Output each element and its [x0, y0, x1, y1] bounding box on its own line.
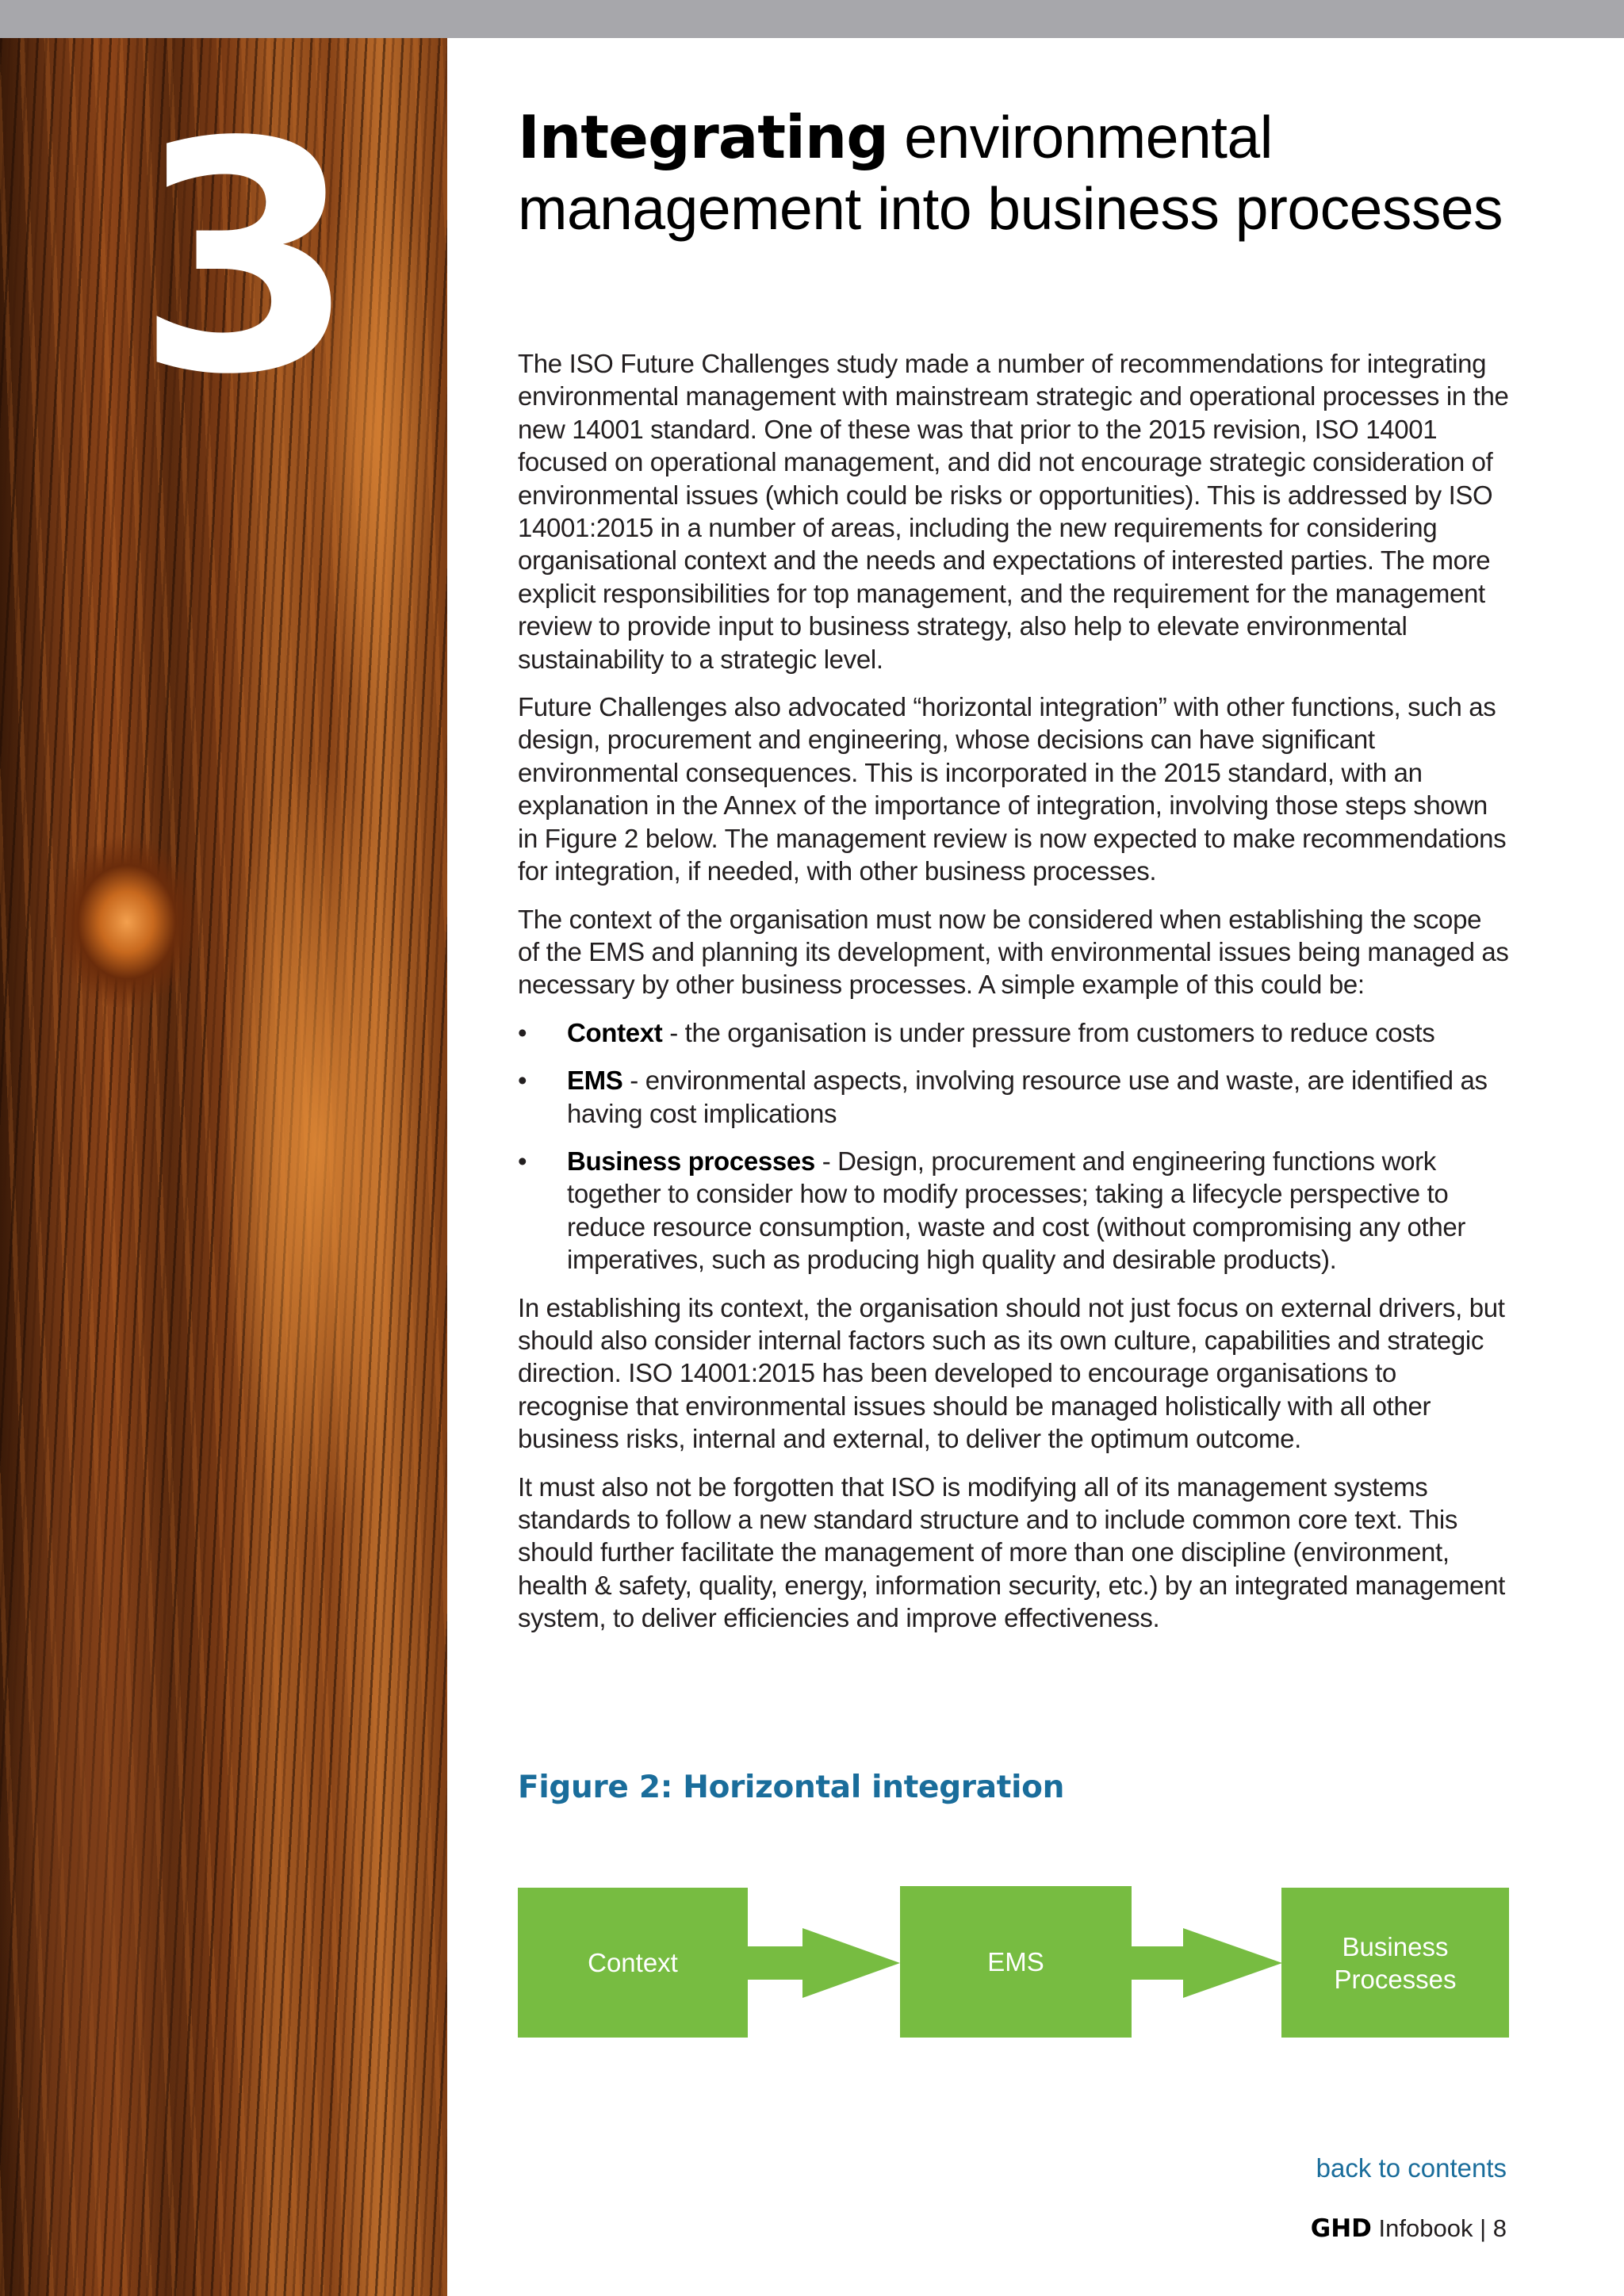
- flow-box-label: Business Processes: [1334, 1931, 1457, 1994]
- bullet: •: [518, 1066, 527, 1096]
- paragraph: Future Challenges also advocated “horizontal integration” with other functions, such as design, procurement and engineering, whose decisions can have significant environmental consequences. This is incorporated in the 2015 standard, with an explanation in the Annex of the importance of integration, involving those steps shown in Figure 2 below. The management review is now expected to make recommendations for integration, if needed, with other business processes.: [518, 692, 1507, 886]
- arrow-right-icon: [745, 1928, 900, 1998]
- arrow-right-icon: [1130, 1928, 1282, 1998]
- list-item-term: Business processes: [567, 1146, 815, 1176]
- list-item-text: - the organisation is under pressure from customers to reduce costs: [662, 1017, 1435, 1047]
- paragraph: It must also not be forgotten that ISO is modifying all of its management systems standards to follow a new standard structure and to include common core text. This should further facilitate the management of more than one discipline (environment, health & safety, quality, energy, information security, etc.) by an integrated management system, to deliver efficiencies and improve effectiveness.: [518, 1471, 1505, 1633]
- page-footer: [1311, 2214, 1507, 2243]
- footer-brand: GHD: [1310, 2214, 1372, 2243]
- flow-box-business-processes: [1281, 1888, 1509, 2038]
- figure-title: Figure 2: Horizontal integration: [518, 1770, 1065, 1805]
- flow-box-label: Context: [588, 1948, 678, 1977]
- flow-box-ems: [900, 1886, 1132, 2038]
- list-item-text: - Design, procurement and engineering functions work together to consider how to modify processes; taking a lifecycle perspective to reduce resource consumption, waste and cost (without compromising any other imperatives, such as producing high quality and desirable products).: [567, 1146, 1465, 1275]
- list-item-term: Context: [567, 1017, 663, 1047]
- paragraph: In establishing its context, the organisation should not just focus on external drivers, but should also consider internal factors such as its own culture, capabilities and strategic direction. ISO 14001:2015 has been developed to encourage organisations to recognise that environmental issues should be managed holistically with all other business risks, internal and external, to deliver the optimum outcome.: [518, 1292, 1505, 1454]
- page-number: 8: [1492, 2214, 1507, 2242]
- footer-publication: Infobook: [1378, 2214, 1473, 2242]
- page-header: [518, 101, 1509, 244]
- footer-separator: |: [1473, 2214, 1493, 2242]
- top-bar: [0, 0, 1624, 38]
- title-line2: management into business processes: [518, 175, 1503, 242]
- bullet: •: [518, 1146, 527, 1176]
- flow-box-label: EMS: [987, 1947, 1044, 1976]
- paragraph: The ISO Future Challenges study made a number of recommendations for integrating environmental management with mainstream strategic and operational processes in the new 14001 standard. One of these was that prior to the 2015 revision, ISO 14001 focused on operational management, and did not encourage strategic consideration of environmental issues (which could be risks or opportunities). This is addressed by ISO 14001:2015 in a number of areas, including the new requirements for considering organisational context and the needs and expectations of interested parties. The more explicit responsibilities for top management, and the requirement for the management review to provide input to business strategy, also help to elevate environmental sustainability to a strategic level.: [518, 349, 1509, 674]
- back-to-contents-link[interactable]: back to contents: [1316, 2153, 1507, 2183]
- flow-box-context: [518, 1888, 748, 2038]
- list-item-text: - environmental aspects, involving resource use and waste, are identified as having cost implications: [567, 1066, 1488, 1128]
- title-bold: Integrating: [518, 102, 888, 172]
- page-title: [518, 101, 1509, 244]
- list-item: [518, 1016, 1509, 1049]
- wood-texture-image: [0, 38, 447, 2296]
- example-list: [518, 1016, 1509, 1276]
- paragraph: The context of the organisation must now be considered when establishing the scope of the EMS and planning its development, with environmental issues being managed as necessary by other business processes. A simple example of this could be:: [518, 904, 1509, 1000]
- title-rest: environmental: [887, 104, 1273, 170]
- list-item-term: EMS: [567, 1066, 623, 1096]
- body-text: [518, 347, 1509, 1650]
- bullet: •: [518, 1017, 527, 1047]
- list-item: [518, 1064, 1509, 1130]
- list-item: [518, 1145, 1509, 1276]
- chapter-number: 3: [135, 75, 341, 444]
